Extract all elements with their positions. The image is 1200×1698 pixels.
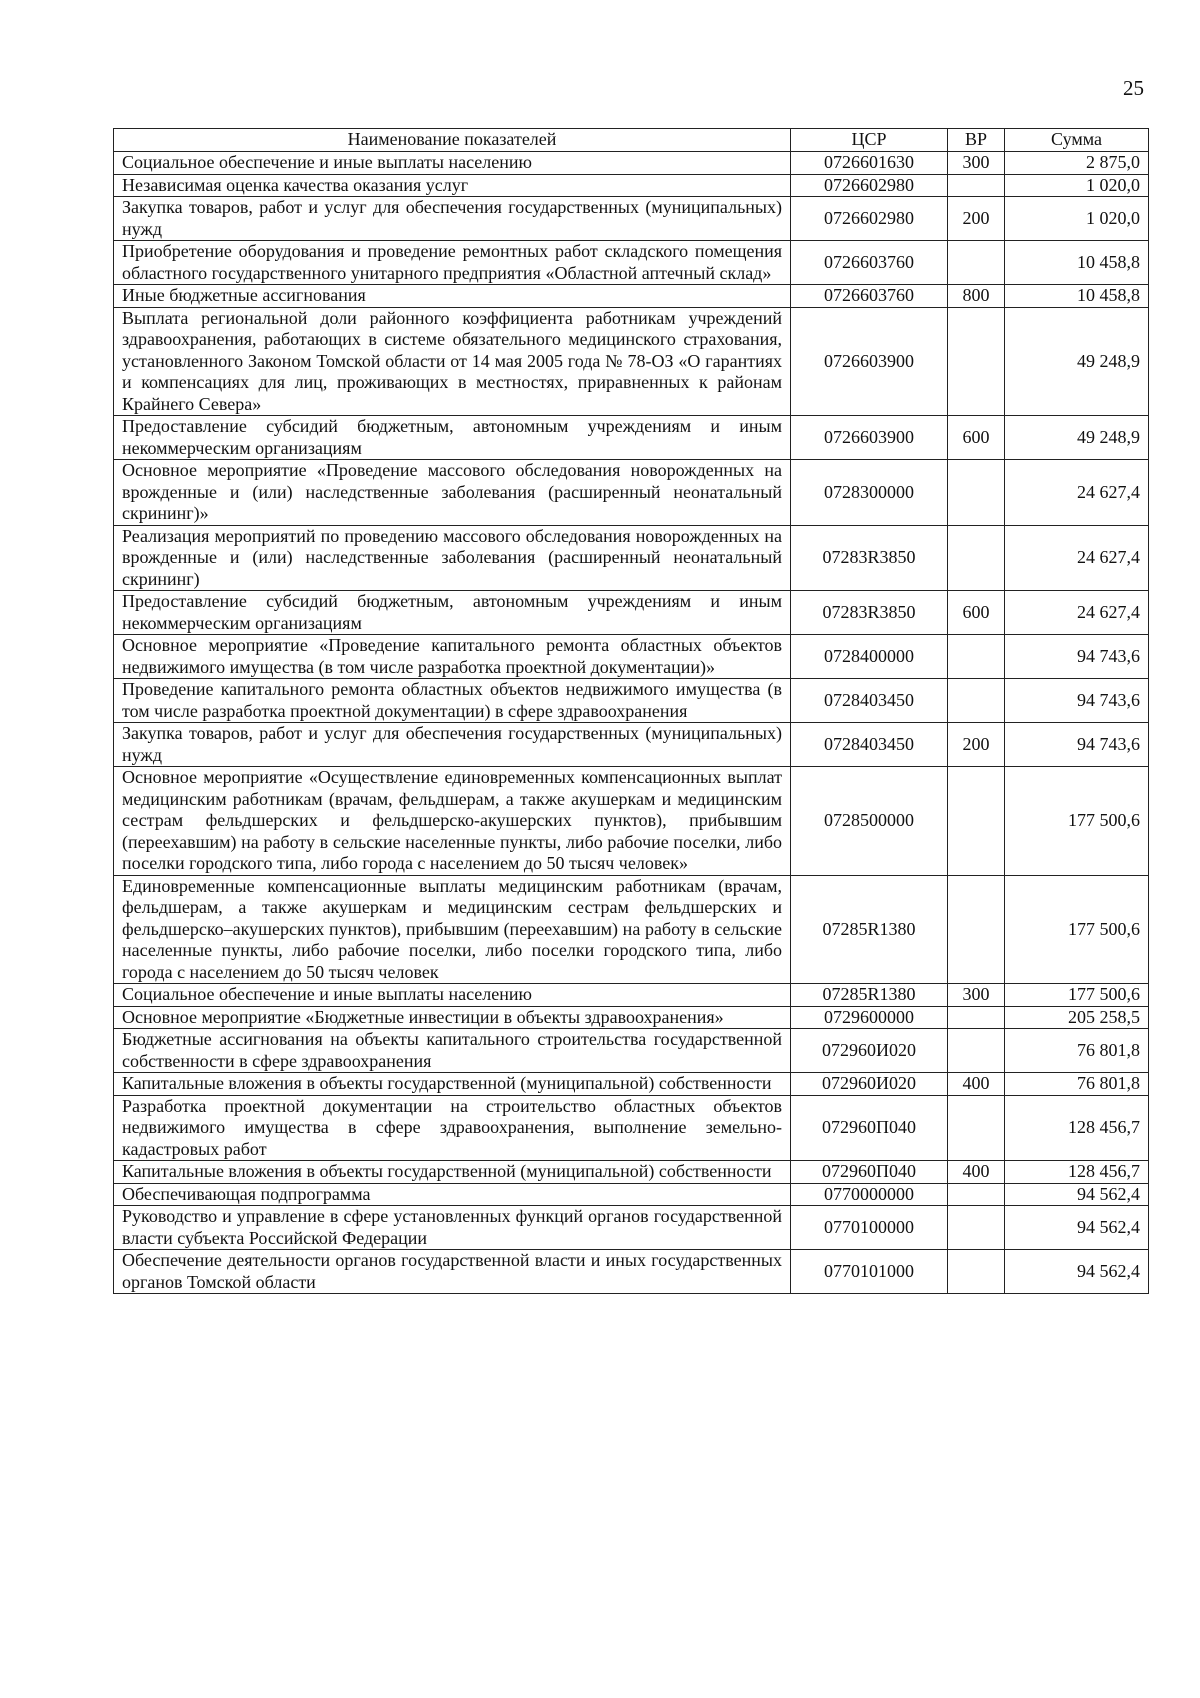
row-sum-cell: 177 500,6 xyxy=(1005,767,1149,876)
table-row xyxy=(114,460,1149,526)
table-row xyxy=(114,1250,1149,1294)
row-name-cell: Руководство и управление в сфере установленных функций органов государственной власти субъекта Российской Федерации xyxy=(114,1206,791,1250)
table-row xyxy=(114,1161,1149,1184)
row-vr-cell xyxy=(948,525,1005,591)
row-csr-cell: 07285R1380 xyxy=(791,875,948,984)
row-vr-cell: 300 xyxy=(948,152,1005,175)
row-sum-cell: 94 562,4 xyxy=(1005,1250,1149,1294)
table-row xyxy=(114,679,1149,723)
header-vr: ВР xyxy=(948,129,1005,152)
row-name-cell: Выплата региональной доли районного коэффициента работникам учреждений здравоохранения, работающих в системе обязательного медицинского страхования, установленного Законом Томской области от 14 мая 2005 года № 78-ОЗ «О гарантиях и компенсациях для лиц, проживающих в местностях, приравненных к районам Крайнего Севера» xyxy=(114,307,791,416)
row-vr-cell: 400 xyxy=(948,1073,1005,1096)
row-vr-cell: 200 xyxy=(948,723,1005,767)
row-sum-cell: 76 801,8 xyxy=(1005,1029,1149,1073)
table-row xyxy=(114,984,1149,1007)
row-name-cell: Социальное обеспечение и иные выплаты населению xyxy=(114,984,791,1007)
row-sum-cell: 24 627,4 xyxy=(1005,591,1149,635)
table-row xyxy=(114,635,1149,679)
row-sum-cell: 49 248,9 xyxy=(1005,307,1149,416)
row-name-cell: Обеспечение деятельности органов государственной власти и иных государственных органов Томской области xyxy=(114,1250,791,1294)
row-vr-cell: 600 xyxy=(948,416,1005,460)
row-vr-cell xyxy=(948,1029,1005,1073)
page-number: 25 xyxy=(1123,76,1144,100)
row-sum-cell: 94 562,4 xyxy=(1005,1206,1149,1250)
row-sum-cell: 24 627,4 xyxy=(1005,460,1149,526)
table-row xyxy=(114,174,1149,197)
row-name-cell: Закупка товаров, работ и услуг для обеспечения государственных (муниципальных) нужд xyxy=(114,723,791,767)
row-vr-cell xyxy=(948,174,1005,197)
row-vr-cell xyxy=(948,767,1005,876)
table-row xyxy=(114,241,1149,285)
row-name-cell: Единовременные компенсационные выплаты медицинским работникам (врачам, фельдшерам, а также акушеркам и медицинским сестрам фельдшерских и фельдшерско–акушерских пунктов), прибывшим (переехавшим) на работу в сельские населенные пункты, либо рабочие поселки, либо поселки городского типа, либо города с населением до 50 тысяч человек xyxy=(114,875,791,984)
row-csr-cell: 0770101000 xyxy=(791,1250,948,1294)
row-csr-cell: 0726603900 xyxy=(791,416,948,460)
row-csr-cell: 0726603760 xyxy=(791,241,948,285)
row-sum-cell: 128 456,7 xyxy=(1005,1161,1149,1184)
row-sum-cell: 128 456,7 xyxy=(1005,1095,1149,1161)
row-sum-cell: 177 500,6 xyxy=(1005,984,1149,1007)
row-csr-cell: 07283R3850 xyxy=(791,525,948,591)
row-name-cell: Обеспечивающая подпрограмма xyxy=(114,1183,791,1206)
row-sum-cell: 10 458,8 xyxy=(1005,285,1149,308)
row-csr-cell: 0770100000 xyxy=(791,1206,948,1250)
header-csr: ЦСР xyxy=(791,129,948,152)
row-sum-cell: 2 875,0 xyxy=(1005,152,1149,175)
row-vr-cell xyxy=(948,307,1005,416)
row-vr-cell xyxy=(948,460,1005,526)
row-sum-cell: 205 258,5 xyxy=(1005,1006,1149,1029)
row-sum-cell: 94 743,6 xyxy=(1005,723,1149,767)
row-csr-cell: 0728300000 xyxy=(791,460,948,526)
row-vr-cell xyxy=(948,679,1005,723)
table-row xyxy=(114,1095,1149,1161)
table-row xyxy=(114,875,1149,984)
row-name-cell: Основное мероприятие «Проведение капитального ремонта областных объектов недвижимого имущества (в том числе разработка проектной документации)» xyxy=(114,635,791,679)
row-vr-cell xyxy=(948,1206,1005,1250)
table-row xyxy=(114,525,1149,591)
row-name-cell: Бюджетные ассигнования на объекты капитального строительства государственной собственности в сфере здравоохранения xyxy=(114,1029,791,1073)
row-name-cell: Основное мероприятие «Осуществление единовременных компенсационных выплат медицинским работникам (врачам, фельдшерам, а также акушеркам и медицинским сестрам фельдшерских и фельдшерско-акушерских пунктов), прибывшим (переехавшим) на работу в сельские населенные пункты, либо рабочие поселки, либо поселки городского типа, либо города с населением до 50 тысяч человек» xyxy=(114,767,791,876)
row-csr-cell: 072960И020 xyxy=(791,1073,948,1096)
row-vr-cell: 600 xyxy=(948,591,1005,635)
row-csr-cell: 072960П040 xyxy=(791,1161,948,1184)
row-name-cell: Проведение капитального ремонта областных объектов недвижимого имущества (в том числе разработка проектной документации) в сфере здравоохранения xyxy=(114,679,791,723)
table-row xyxy=(114,152,1149,175)
row-sum-cell: 177 500,6 xyxy=(1005,875,1149,984)
row-csr-cell: 0729600000 xyxy=(791,1006,948,1029)
row-sum-cell: 94 743,6 xyxy=(1005,679,1149,723)
row-vr-cell xyxy=(948,1183,1005,1206)
row-name-cell: Капитальные вложения в объекты государственной (муниципальной) собственности xyxy=(114,1161,791,1184)
table-row xyxy=(114,591,1149,635)
row-name-cell: Иные бюджетные ассигнования xyxy=(114,285,791,308)
row-csr-cell: 0728403450 xyxy=(791,723,948,767)
row-sum-cell: 1 020,0 xyxy=(1005,174,1149,197)
header-name: Наименование показателей xyxy=(114,129,791,152)
row-name-cell: Предоставление субсидий бюджетным, автономным учреждениям и иным некоммерческим организациям xyxy=(114,591,791,635)
row-csr-cell: 0726601630 xyxy=(791,152,948,175)
row-csr-cell: 0770000000 xyxy=(791,1183,948,1206)
row-vr-cell xyxy=(948,1250,1005,1294)
table-row xyxy=(114,197,1149,241)
table-row xyxy=(114,1206,1149,1250)
table-row xyxy=(114,1006,1149,1029)
table-row xyxy=(114,1073,1149,1096)
table-row xyxy=(114,767,1149,876)
row-sum-cell: 10 458,8 xyxy=(1005,241,1149,285)
row-vr-cell: 300 xyxy=(948,984,1005,1007)
row-name-cell: Социальное обеспечение и иные выплаты населению xyxy=(114,152,791,175)
row-csr-cell: 07283R3850 xyxy=(791,591,948,635)
row-sum-cell: 94 562,4 xyxy=(1005,1183,1149,1206)
row-name-cell: Реализация мероприятий по проведению массового обследования новорожденных на врожденные и (или) наследственные заболевания (расширенный неонатальный скрининг) xyxy=(114,525,791,591)
row-vr-cell xyxy=(948,875,1005,984)
row-name-cell: Закупка товаров, работ и услуг для обеспечения государственных (муниципальных) нужд xyxy=(114,197,791,241)
row-name-cell: Капитальные вложения в объекты государственной (муниципальной) собственности xyxy=(114,1073,791,1096)
row-sum-cell: 76 801,8 xyxy=(1005,1073,1149,1096)
table-header-row xyxy=(114,129,1149,152)
table-row xyxy=(114,307,1149,416)
row-name-cell: Предоставление субсидий бюджетным, автономным учреждениям и иным некоммерческим организациям xyxy=(114,416,791,460)
row-csr-cell: 0728403450 xyxy=(791,679,948,723)
row-sum-cell: 94 743,6 xyxy=(1005,635,1149,679)
row-sum-cell: 24 627,4 xyxy=(1005,525,1149,591)
table-row xyxy=(114,1183,1149,1206)
row-sum-cell: 1 020,0 xyxy=(1005,197,1149,241)
row-csr-cell: 0726602980 xyxy=(791,197,948,241)
row-csr-cell: 0726603760 xyxy=(791,285,948,308)
row-vr-cell: 200 xyxy=(948,197,1005,241)
header-sum: Сумма xyxy=(1005,129,1149,152)
row-vr-cell xyxy=(948,1095,1005,1161)
row-vr-cell xyxy=(948,1006,1005,1029)
row-csr-cell: 0728400000 xyxy=(791,635,948,679)
row-vr-cell xyxy=(948,635,1005,679)
row-name-cell: Основное мероприятие «Бюджетные инвестиции в объекты здравоохранения» xyxy=(114,1006,791,1029)
row-csr-cell: 0726603900 xyxy=(791,307,948,416)
budget-table xyxy=(113,128,1149,1294)
table-row xyxy=(114,1029,1149,1073)
row-name-cell: Разработка проектной документации на строительство областных объектов недвижимого имущества в сфере здравоохранения, выполнение земельно-кадастровых работ xyxy=(114,1095,791,1161)
row-csr-cell: 07285R1380 xyxy=(791,984,948,1007)
row-csr-cell: 0728500000 xyxy=(791,767,948,876)
row-csr-cell: 0726602980 xyxy=(791,174,948,197)
row-vr-cell: 800 xyxy=(948,285,1005,308)
table-row xyxy=(114,416,1149,460)
row-name-cell: Приобретение оборудования и проведение ремонтных работ складского помещения областного государственного унитарного предприятия «Областной аптечный склад» xyxy=(114,241,791,285)
row-sum-cell: 49 248,9 xyxy=(1005,416,1149,460)
row-csr-cell: 072960И020 xyxy=(791,1029,948,1073)
table-row xyxy=(114,285,1149,308)
row-name-cell: Независимая оценка качества оказания услуг xyxy=(114,174,791,197)
row-name-cell: Основное мероприятие «Проведение массового обследования новорожденных на врожденные и (или) наследственные заболевания (расширенный неонатальный скрининг)» xyxy=(114,460,791,526)
row-vr-cell: 400 xyxy=(948,1161,1005,1184)
row-vr-cell xyxy=(948,241,1005,285)
table-row xyxy=(114,723,1149,767)
row-csr-cell: 072960П040 xyxy=(791,1095,948,1161)
